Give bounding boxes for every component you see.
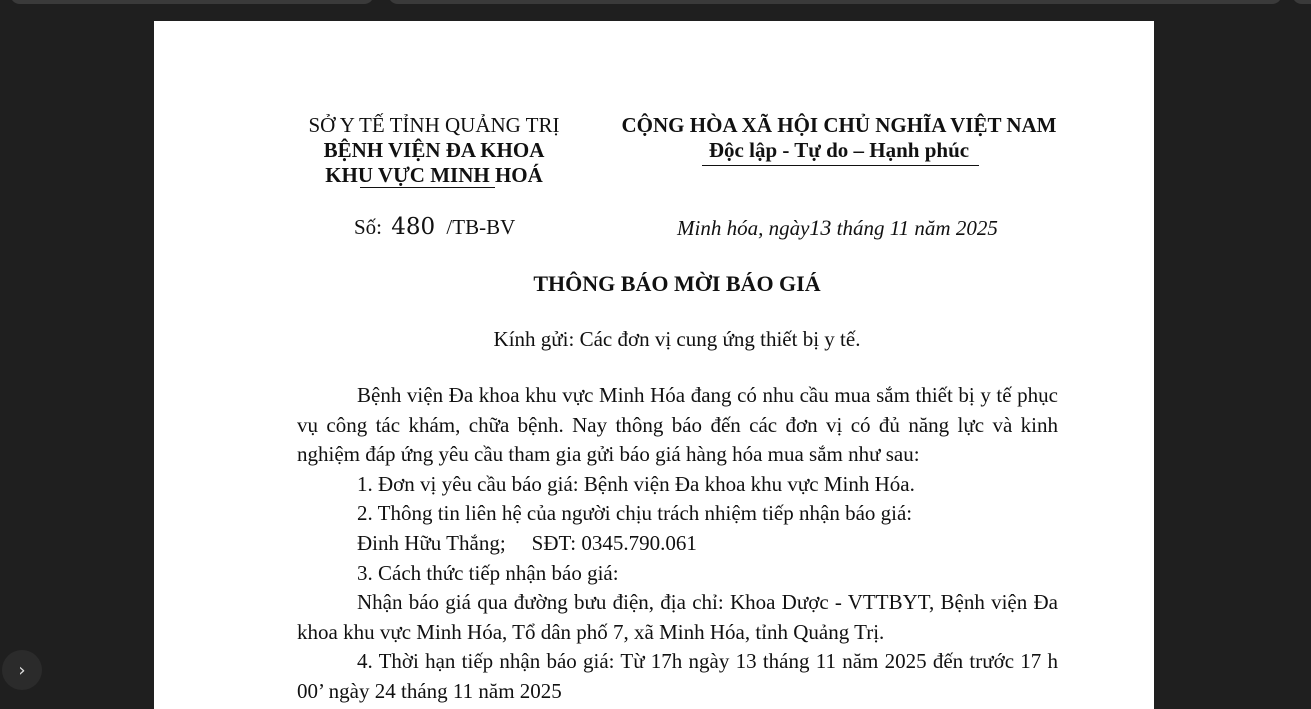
greeting: Kính gửi: Các đơn vị cung ứng thiết bị y tế. [493,327,861,351]
issuing-organization [294,113,574,188]
issue-date [677,215,998,241]
reference-number [354,214,515,240]
date-day: 13 [809,215,832,240]
item-3-detail: Nhận báo giá qua đường bưu điện, địa chỉ: Khoa Dược - VTTBYT, Bệnh viện Đa khoa khu vực Minh Hóa, Tổ dân phố 7, xã Minh Hóa, tỉnh Quảng Trị. [297,590,1058,644]
chevron-right-icon: › [18,659,26,681]
item-1: 1. Đơn vị yêu cầu báo giá: Bệnh viện Đa khoa khu vực Minh Hóa. [357,471,915,496]
toolbar-pill-edge[interactable] [1292,0,1311,4]
contact-line [297,529,1058,559]
motto-underline [702,165,979,166]
document-page [154,21,1154,709]
org-underline [360,187,495,188]
date-prefix: Minh hóa, ngày [677,216,810,240]
toolbar-pill-right[interactable] [388,0,1282,4]
document-body [297,381,1058,707]
item-2: 2. Thông tin liên hệ của người chịu trách nhiệm tiếp nhận báo giá: [357,501,913,526]
contact-phone: SĐT: 0345.790.061 [531,530,697,555]
reference-suffix: /TB-BV [446,215,516,239]
item-4: 4. Thời hạn tiếp nhận báo giá: Từ 17h ngày 13 tháng 11 năm 2025 đến trước 17 h 00’ ngày 24 tháng 11 năm 2025 [297,649,1058,703]
item-3: 3. Cách thức tiếp nhận báo giá: [357,560,619,585]
org-line-2: BỆNH VIỆN ĐA KHOA [323,138,545,162]
org-line-3: KHU VỰC MINH HOÁ [325,163,543,187]
sidebar-toggle-button[interactable] [2,650,42,690]
intro-paragraph: Bệnh viện Đa khoa khu vực Minh Hóa đang có nhu cầu mua sắm thiết bị y tế phục vụ công tác khám, chữa bệnh. Nay thông báo đến các đơn vị có đủ năng lực và kinh nghiệm đáp ứng yêu cầu tham gia gửi báo giá hàng hóa mua sắm như sau: [297,383,1058,467]
org-line-1: SỞ Y TẾ TỈNH QUẢNG TRỊ [308,113,560,137]
nation-line-1: CỘNG HÒA XÃ HỘI CHỦ NGHĨA VIỆT NAM [621,113,1057,137]
national-header [609,113,1069,163]
date-suffix: tháng 11 năm 2025 [836,216,998,240]
toolbar-pill-left[interactable] [10,0,374,4]
nation-line-2: Độc lập - Tự do – Hạnh phúc [708,138,970,162]
reference-value: 480 [391,214,436,240]
reference-prefix: Số: [354,215,383,239]
contact-name: Đinh Hữu Thắng; [357,530,506,555]
document-title: THÔNG BÁO MỜI BÁO GIÁ [533,271,821,296]
